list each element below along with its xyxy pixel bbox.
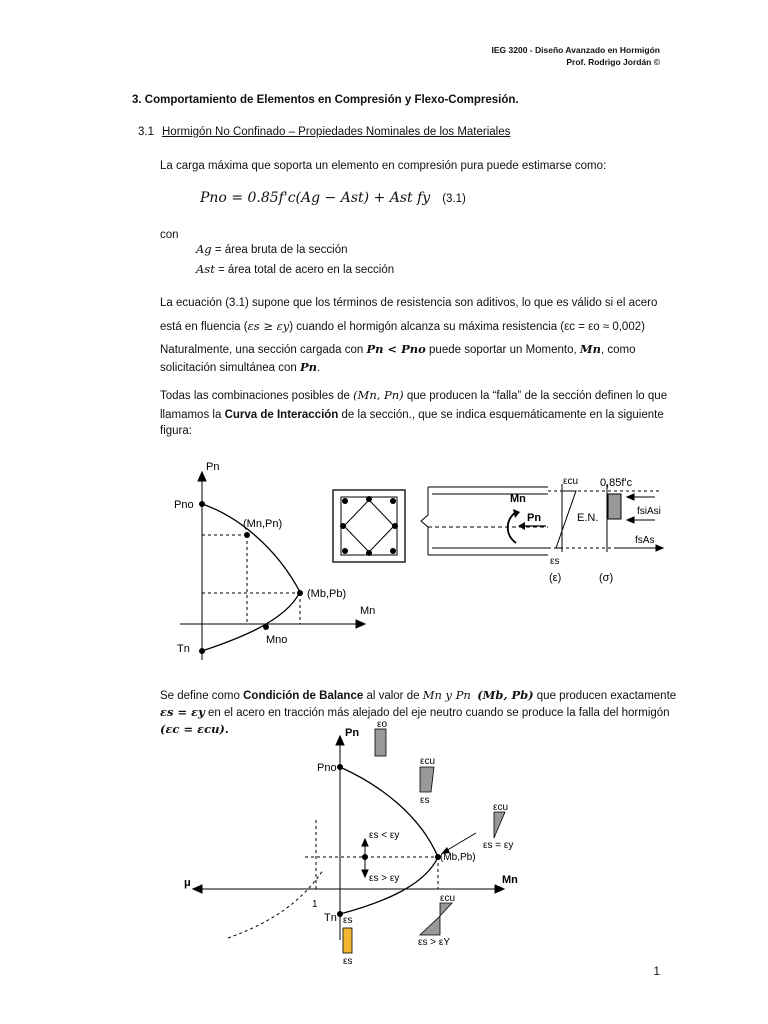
- equation-3-1: [200, 190, 466, 206]
- paragraph-2-line-4: [160, 359, 680, 376]
- equation-text: Pno = 0.85f'c(Ag − Ast) + Ast fy: [200, 190, 431, 206]
- balance-condition-figure: [0, 712, 768, 968]
- label-es-eq-ey: εs = εy: [483, 840, 514, 851]
- course-header: IEG 3200 - Diseño Avanzado en Hormigón: [491, 45, 660, 55]
- label-fsiasi: fsiAsi: [637, 506, 661, 517]
- math-run: Pn: [300, 360, 318, 374]
- math-run: Mn: [579, 342, 601, 356]
- text-run: llamamos la: [160, 409, 225, 421]
- paragraph-3-line-3: figura:: [160, 425, 192, 437]
- math-run: (Mn, Pn): [353, 388, 404, 402]
- balance-pointer: [444, 833, 476, 852]
- text-run: ) cuando el hormigón alcanza su máxima resistencia (εc = εo ≈ 0,002): [289, 321, 645, 333]
- label-pn-axis: Pn: [206, 461, 220, 473]
- label-es-bottom: εs: [343, 956, 353, 967]
- text-run: Todas las combinaciones posibles de: [160, 390, 354, 402]
- point-tn: [199, 648, 205, 654]
- paragraph-2-line-3: [160, 341, 680, 358]
- strain-ecu-icon: [420, 767, 434, 792]
- label-tn: Tn: [177, 643, 190, 655]
- label-es-lt-ey: εs < εy: [369, 830, 400, 841]
- label-moment: Mn: [510, 493, 526, 505]
- label-es-top: εs: [343, 915, 353, 926]
- strain-tension-icon: [420, 903, 452, 935]
- definition-ag: [196, 242, 348, 256]
- text-run: al valor de: [363, 690, 423, 702]
- label-es-1: εs: [420, 795, 430, 806]
- text-run: en el acero en tracción más alejado del eje neutro cuando se produce la falla del hormigón: [204, 707, 670, 719]
- moment-arrowhead-icon: [513, 509, 520, 518]
- text-run: Se define como: [160, 690, 244, 702]
- label-mno: Mno: [266, 634, 288, 646]
- text-run: que producen exactamente: [533, 690, 677, 702]
- label-ecu: εcu: [563, 476, 579, 487]
- label-sigma-diagram: (σ): [599, 572, 614, 584]
- label-es: εs: [550, 556, 560, 567]
- paragraph-intro: La carga máxima que soporta un elemento en compresión pura puede estimarse como:: [160, 160, 607, 172]
- text-run: , como: [601, 344, 636, 356]
- definition-text: = área bruta de la sección: [211, 244, 348, 256]
- math-run: εs = εy: [160, 705, 205, 719]
- label-mb-pb: (Mb,Pb): [307, 588, 347, 600]
- page-number: 1: [653, 964, 660, 978]
- point-mno: [263, 624, 269, 630]
- equation-number: (3.1): [442, 193, 466, 205]
- point-mn-pn: [244, 532, 250, 538]
- text-run: .: [317, 362, 321, 374]
- label-mn-pn: (Mn,Pn): [243, 518, 283, 530]
- label-ecu-3: εcu: [440, 893, 456, 904]
- point-balance: [297, 590, 303, 596]
- paragraph-3-line-1: [160, 387, 680, 404]
- point-pno-2: [337, 764, 343, 770]
- label-tn-2: Tn: [324, 912, 337, 924]
- label-mu: μ: [184, 877, 191, 889]
- point-pno: [199, 501, 205, 507]
- label-eo: εo: [377, 719, 388, 730]
- bold-run: Condición de Balance: [243, 690, 364, 702]
- interaction-curve-figure: [0, 440, 768, 670]
- section-title: 3. Comportamiento de Elementos en Compresión y Flexo-Compresión.: [132, 94, 519, 106]
- paragraph-3-line-2: [160, 407, 680, 423]
- professor-header: Prof. Rodrigo Jordán ©: [566, 57, 660, 67]
- figure-1-axes: [180, 472, 365, 660]
- con-label: con: [160, 229, 179, 241]
- text-run: está en fluencia (: [160, 321, 248, 333]
- definition-symbol: Ag: [196, 242, 212, 256]
- definition-text: = área total de acero en la sección: [214, 264, 395, 276]
- text-run: de la sección., que se indica esquemáticamente en la siguiente: [338, 409, 664, 421]
- label-fsas: fsAs: [635, 535, 655, 546]
- label-pn-2: Pn: [345, 727, 360, 739]
- label-fc: 0,85f'c: [600, 477, 633, 489]
- column-cross-section: [333, 490, 405, 562]
- label-axial: Pn: [527, 512, 542, 524]
- subsection-number: 3.1: [138, 126, 154, 138]
- definition-ast: [196, 262, 394, 276]
- math-run: εs ≥ εy: [247, 319, 290, 333]
- math-run: Pn < Pno: [366, 342, 426, 356]
- strain-uniform-icon: [375, 729, 386, 756]
- text-run: puede soportar un Momento,: [425, 344, 580, 356]
- strain-balance-icon: [494, 812, 505, 838]
- label-pno: Pno: [174, 499, 194, 511]
- label-es-gt-ey-2: εs > εY: [418, 937, 450, 948]
- paragraph-2-line-1: La ecuación (3.1) supone que los términos de resistencia son aditivos, lo que es válido si el acero: [160, 297, 658, 309]
- label-mn-2: Mn: [502, 874, 518, 886]
- label-neutral-axis: E.N.: [577, 512, 599, 524]
- text-run: Naturalmente, una sección cargada con: [160, 344, 367, 356]
- math-run: Mn y Pn: [422, 688, 471, 702]
- label-ecu-1: εcu: [420, 756, 436, 767]
- paragraph-2-line-2: [160, 318, 680, 335]
- tension-curve-dashed: [228, 870, 323, 938]
- bold-run: Curva de Interacción: [224, 409, 339, 421]
- paragraph-4-line-1: [160, 687, 680, 704]
- definition-symbol: Ast: [196, 262, 215, 276]
- label-mn-axis: Mn: [360, 605, 376, 617]
- text-run: que producen la “falla” de la sección definen lo que: [403, 390, 668, 402]
- subsection-title: Hormigón No Confinado – Propiedades Nominales de los Materiales: [162, 126, 511, 138]
- label-mb-pb-2: (Mb,Pb): [440, 852, 476, 863]
- subsection-heading: [138, 126, 510, 138]
- figure-2-axes: [193, 736, 504, 940]
- math-run: (Mb, Pb): [477, 688, 534, 702]
- label-pno-2: Pno: [317, 762, 337, 774]
- math-run: (εc = εcu).: [160, 722, 229, 736]
- label-ecu-2: εcu: [493, 802, 509, 813]
- strain-pure-tension-icon: [343, 928, 352, 953]
- axial-arrowhead-icon: [518, 522, 525, 530]
- text-run: solicitación simultánea con: [160, 362, 300, 374]
- label-es-gt-ey: εs > εy: [369, 873, 400, 884]
- label-epsilon-diagram: (ε): [549, 572, 562, 584]
- label-one: 1: [312, 899, 318, 910]
